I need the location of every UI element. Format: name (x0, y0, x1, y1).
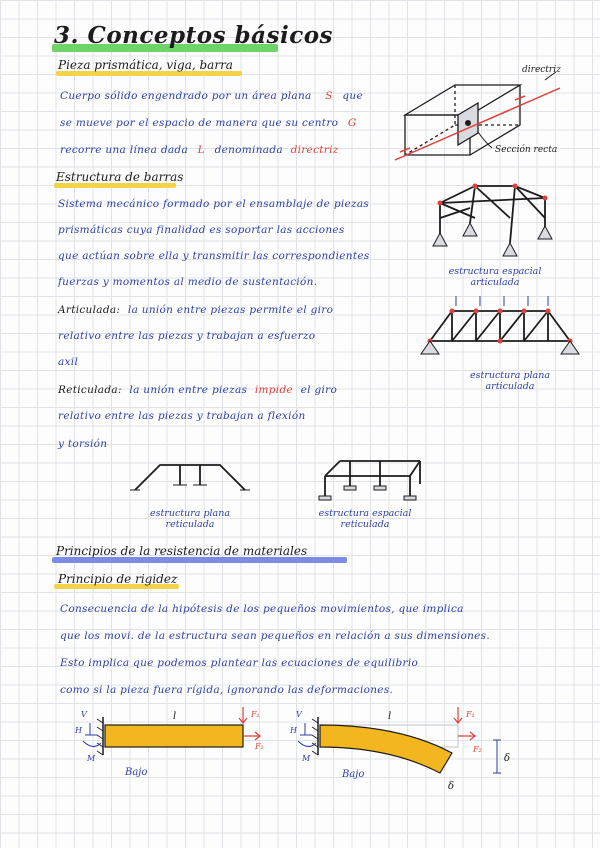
rigid-label-H: H (75, 726, 82, 735)
section1-heading: Pieza prismática, viga, barra (58, 58, 233, 72)
cap-er-line1: estructura espacial (318, 508, 412, 519)
fig-rigid-beam (75, 705, 275, 790)
deformed-label-H: H (290, 726, 297, 735)
rigid-caption: Bajo (125, 767, 148, 778)
line1-text: Cuerpo sólido engendrado por un área plana (60, 90, 312, 102)
rigid-label-M: M (87, 754, 96, 763)
prism-figure (400, 60, 580, 170)
deformed-label-F2: F₂ (473, 745, 482, 754)
cap-pa-line1: estructura plana (469, 370, 551, 381)
deformed-label-delta-bottom: δ (448, 781, 455, 792)
articulada-line2: relativo entre las piezas y trabajan a esfuerzo (58, 330, 316, 342)
cap-espacial-articulada (440, 266, 550, 288)
rigid-label-V: V (81, 710, 87, 719)
deformed-label-V: V (296, 710, 302, 719)
section3-heading: Principios de la resistencia de materiales (56, 544, 308, 558)
cap-plana-reticulada (140, 508, 240, 530)
deformed-label-M: M (302, 754, 311, 763)
section2-heading: Estructura de barras (56, 170, 184, 184)
section2-p1-line3: que actúan sobre ella y transmitir las correspondientes (58, 250, 370, 262)
section3-line4: como si la pieza fuera rígida, ignorando las deformaciones. (60, 684, 394, 696)
rigid-label-F2: F₂ (255, 742, 264, 751)
section1-line2 (60, 117, 357, 129)
reticulada-line1 (58, 384, 337, 396)
fig-deformed-beam (290, 705, 530, 800)
cap-pr-line1: estructura plana (149, 508, 231, 519)
section2-p1-line2: prismáticas cuya finalidad es soportar las acciones (58, 224, 345, 236)
reticulada-line3: y torsión (58, 438, 108, 450)
line2-text: se mueve por el espacio de manera que su centro (60, 117, 339, 129)
line3-directriz: directriz (290, 144, 339, 156)
page-title: 3. Conceptos básicos (54, 22, 333, 49)
deformed-label-delta-right: δ (504, 753, 511, 764)
fig-espacial-reticulada (310, 456, 425, 506)
cap-er-line2: reticulada (340, 519, 390, 530)
rigid-label-F1: F₁ (251, 710, 260, 719)
line3-mid: denominada (214, 144, 283, 156)
section2-p1-line4: fuerzas y momentos al medio de sustentación. (58, 276, 318, 288)
section3-line3: Esto implica que podemos plantear las ecuaciones de equilibrio (60, 657, 419, 669)
line3-text: recorre una línea dada (60, 144, 189, 156)
section3-line2: que los movi. de la estructura sean pequeños en relación a sus dimensiones. (60, 630, 490, 642)
cap-ea-line1: estructura espacial (448, 266, 542, 277)
fig-plana-reticulada (125, 460, 255, 505)
reticulada-post: el giro (300, 384, 338, 396)
cap-ea-line2: articulada (470, 277, 520, 288)
cap-pa-line2: articulada (485, 381, 535, 392)
section3-line1: Consecuencia de la hipótesis de los pequeños movimientos, que implica (60, 603, 464, 615)
articulada-text: la unión entre piezas permite el giro (127, 304, 334, 316)
var-L: L (197, 144, 205, 156)
reticulada-line2: relativo entre las piezas y trabajan a flexión (58, 410, 306, 422)
deformed-label-l: l (388, 711, 392, 722)
rigid-beam-body (105, 725, 243, 747)
section1-line1 (60, 90, 363, 102)
section1-line3 (60, 144, 339, 156)
articulada-label: Articulada: (58, 304, 121, 316)
deformed-beam-body (320, 725, 452, 773)
cap-pr-line2: reticulada (165, 519, 215, 530)
reticulada-label: Reticulada: (58, 384, 122, 396)
label-seccion-recta: Sección recta (495, 145, 558, 155)
line1-end: que (342, 90, 363, 102)
var-S: S (325, 90, 333, 102)
deformed-caption: Bajo (342, 769, 365, 780)
centroid-marker (465, 120, 471, 126)
reticulada-impide: impide (254, 384, 294, 396)
rigid-label-l: l (173, 711, 177, 722)
fig-espacial-articulada (430, 178, 560, 268)
var-G: G (347, 117, 357, 129)
cap-espacial-reticulada (310, 508, 420, 530)
reticulada-pre: la unión entre piezas (129, 384, 248, 396)
deformed-label-F1: F₁ (466, 710, 475, 719)
cap-plana-articulada (455, 370, 565, 392)
articulada-line3: axil (58, 356, 79, 368)
articulada-line1 (58, 304, 333, 316)
section2-p1-line1: Sistema mecánico formado por el ensamblaje de piezas (58, 198, 370, 210)
fig-plana-articulada (420, 296, 580, 366)
section3-subheading: Principio de rigidez (58, 572, 178, 586)
label-directriz: directriz (522, 65, 561, 75)
